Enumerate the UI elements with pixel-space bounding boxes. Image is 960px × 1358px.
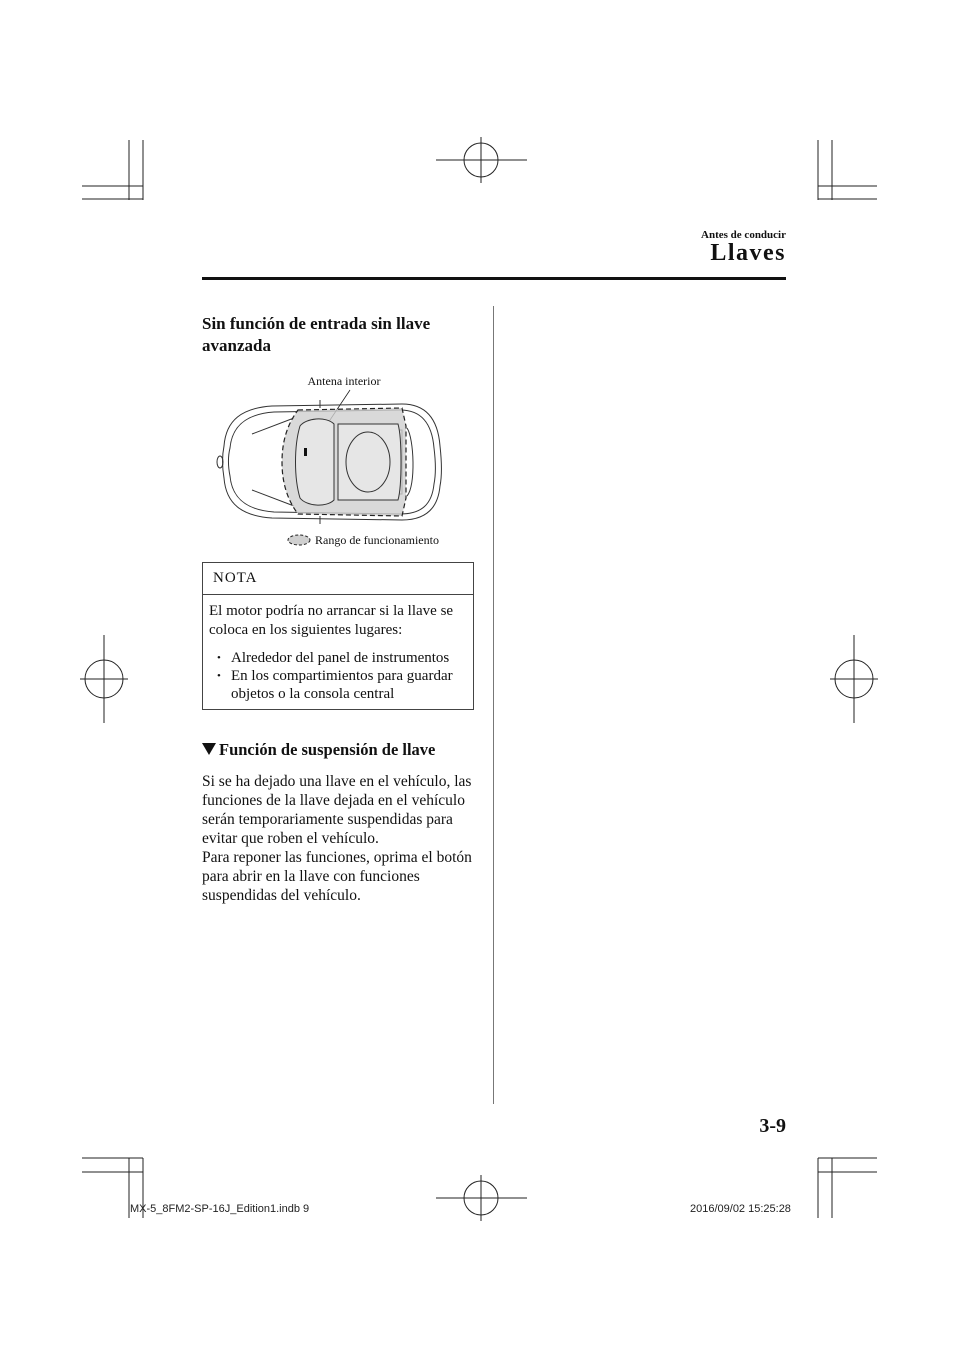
list-item: • En los compartimientos para guardar objetos o la consola central xyxy=(213,667,469,703)
antenna-label: Antena interior xyxy=(307,374,381,388)
car-interior xyxy=(296,419,402,505)
note-box xyxy=(202,562,474,710)
body-text xyxy=(202,772,492,905)
antenna-mark xyxy=(304,448,307,456)
range-legend-swatch xyxy=(288,535,310,545)
note-title: NOTA xyxy=(213,570,258,586)
subsection-heading-text: Función de suspensión de llave xyxy=(219,740,436,759)
car-antenna-diagram xyxy=(202,368,472,558)
footer-timestamp: 2016/09/02 15:25:28 xyxy=(690,1203,791,1215)
section-heading: Sin función de entrada sin llave avanzada xyxy=(202,314,431,355)
page-number: 3-9 xyxy=(759,1115,786,1137)
column-divider xyxy=(493,306,494,1104)
chapter-label: Antes de conducir xyxy=(701,229,786,241)
paragraph: Para reponer las funciones, oprima el botón para abrir en la llave con funciones suspendidas del vehículo. xyxy=(202,849,472,904)
note-text: El motor podría no arrancar si la llave se coloca en los siguientes lugares: xyxy=(209,603,454,638)
note-list xyxy=(213,649,469,703)
note-divider xyxy=(203,594,473,595)
header-rule xyxy=(202,277,786,280)
page-title: Llaves xyxy=(710,240,786,266)
footer-file: MX-5_8FM2-SP-16J_Edition1.indb 9 xyxy=(130,1203,310,1215)
range-label: Rango de funcionamiento xyxy=(315,533,439,547)
list-item: • Alrededor del panel de instrumentos xyxy=(213,649,469,667)
subsection-heading xyxy=(202,740,492,760)
triangle-bullet-icon xyxy=(202,743,216,755)
paragraph: Si se ha dejado una llave en el vehículo, las funciones de la llave dejada en el vehículo serán temporariamente suspendidas para evitar que roben el vehículo. xyxy=(202,773,472,847)
